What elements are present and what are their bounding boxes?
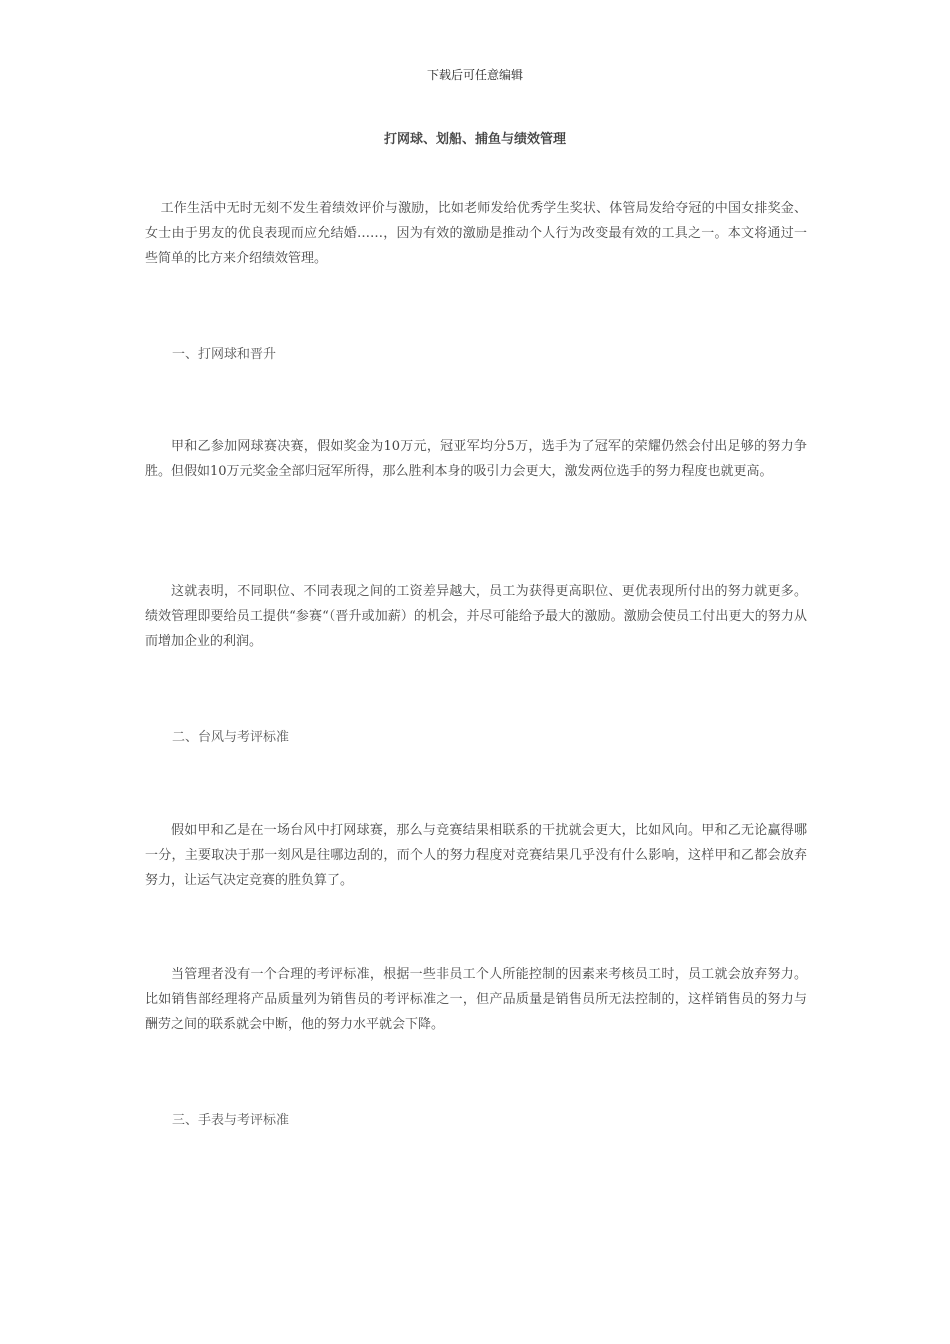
document-title: 打网球、划船、捕鱼与绩效管理 bbox=[383, 132, 566, 147]
paragraph-tennis-prize: 甲和乙参加网球赛决赛，假如奖金为10万元，冠亚军均分5万，选手为了冠军的荣耀仍然会付出足够的努力争胜。但假如10万元奖金全部归冠军所得，那么胜利本身的吸引力会更大，激发两位选手的努力程度也就更高。 bbox=[145, 439, 807, 479]
paragraph-intro: 工作生活中无时无刻不发生着绩效评价与激励，比如老师发给优秀学生奖状、体管局发给夺冠的中国女排奖金、女士由于男友的优良表现而应允结婚……，因为有效的激励是推动个人行为改变最有效的工具之一。本文将通过一些简单的比方来介绍绩效管理。 bbox=[145, 201, 807, 266]
header-note: 下载后可任意编辑 bbox=[426, 68, 523, 82]
section-heading-3: 三、手表与考评标准 bbox=[172, 1113, 290, 1128]
paragraph-wage-gap: 这就表明，不同职位、不同表现之间的工资差异越大，员工为获得更高职位、更优表现所付出的努力就更多。绩效管理即要给员工提供“参赛“（晋升或加薪）的机会，并尽可能给予最大的激励。激励会使员工付出更大的努力从而增加企业的利润。 bbox=[145, 584, 807, 649]
paragraph-typhoon: 假如甲和乙是在一场台风中打网球赛，那么与竞赛结果相联系的干扰就会更大，比如风向。甲和乙无论赢得哪一分，主要取决于那一刻风是往哪边刮的，而个人的努力程度对竞赛结果几乎没有什么影响，这样甲和乙都会放弃努力，让运气决定竞赛的胜负算了。 bbox=[145, 823, 807, 888]
paragraph-evaluation-standard: 当管理者没有一个合理的考评标准，根据一些非员工个人所能控制的因素来考核员工时，员工就会放弃努力。比如销售部经理将产品质量列为销售员的考评标准之一，但产品质量是销售员所无法控制的，这样销售员的努力与酬劳之间的联系就会中断，他的努力水平就会下降。 bbox=[145, 967, 807, 1032]
section-heading-1: 一、打网球和晋升 bbox=[172, 347, 277, 362]
section-heading-2: 二、台风与考评标准 bbox=[172, 730, 290, 745]
